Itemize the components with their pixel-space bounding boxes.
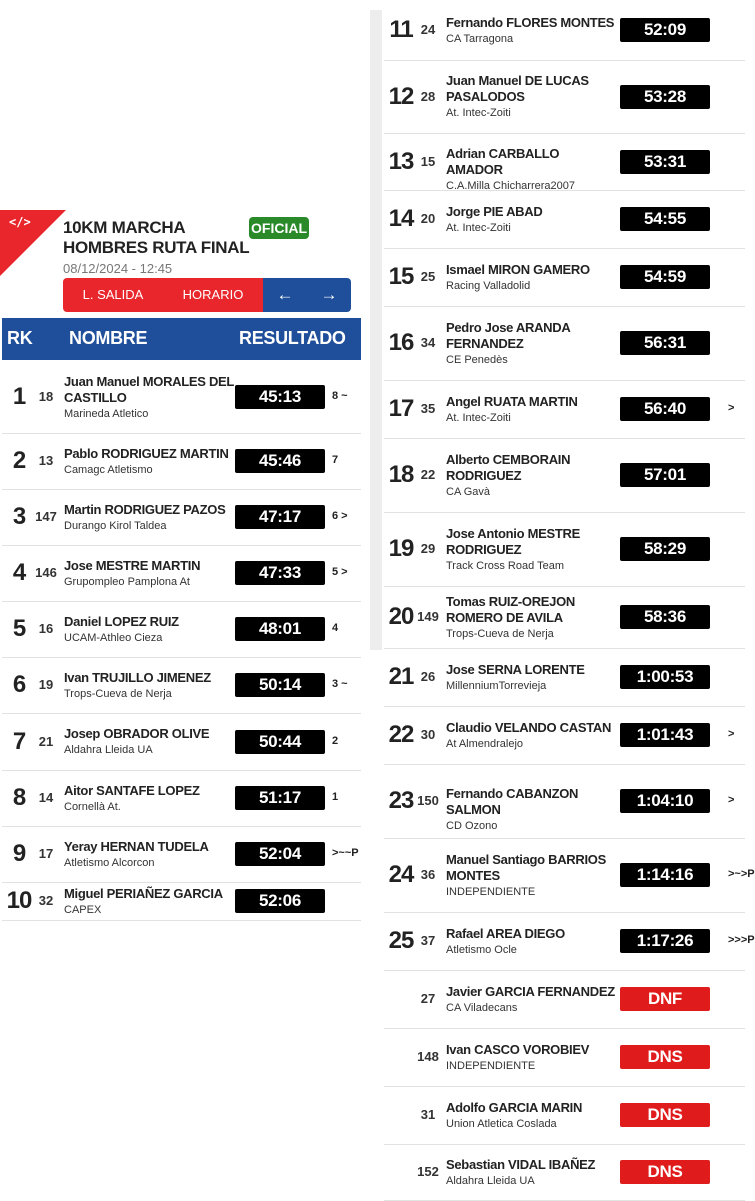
athlete-club: Union Atletica Coslada: [446, 1118, 557, 1130]
athlete-name[interactable]: Daniel LOPEZ RUIZ: [64, 614, 179, 629]
result-row[interactable]: [384, 764, 745, 839]
result-row[interactable]: [384, 1144, 745, 1201]
athlete-info: [446, 1100, 616, 1131]
athlete-name[interactable]: Alberto CEMBORAIN RODRIGUEZ: [446, 452, 571, 483]
athlete-club: UCAM-Athleo Cieza: [64, 632, 163, 644]
athlete-info: [64, 783, 234, 814]
result-time: 50:44: [235, 730, 325, 754]
rank-number: 24: [388, 861, 414, 888]
split-indicator: 5 >: [332, 566, 348, 578]
athlete-club: Trops-Cueva de Nerja: [64, 688, 172, 700]
split-indicator: >~~P: [332, 847, 359, 859]
status-badge: OFICIAL: [249, 217, 309, 239]
athlete-name[interactable]: Rafael AREA DIEGO: [446, 926, 565, 941]
result-row[interactable]: [384, 838, 755, 913]
athlete-info: [64, 614, 234, 645]
athlete-info: [64, 726, 234, 757]
result-time: 1:00:53: [620, 665, 710, 689]
result-time: 54:55: [620, 207, 710, 231]
athlete-info: [446, 320, 616, 367]
athlete-name[interactable]: Fernando CABANZON SALMON: [446, 786, 579, 817]
athlete-name[interactable]: Angel RUATA MARTIN: [446, 394, 578, 409]
result-row[interactable]: [2, 489, 361, 546]
athlete-info: [446, 926, 616, 957]
rank-number: 23: [388, 787, 414, 814]
athlete-name[interactable]: Aitor SANTAFE LOPEZ: [64, 783, 200, 798]
result-row[interactable]: [2, 657, 361, 714]
athlete-name[interactable]: Jose MESTRE MARTIN: [64, 558, 201, 573]
result-row[interactable]: [2, 545, 361, 602]
rank-number: 22: [388, 721, 414, 748]
athlete-club: Atletismo Ocle: [446, 944, 517, 956]
athlete-club: Cornellà At.: [64, 801, 121, 813]
athlete-name[interactable]: Pedro Jose ARANDA FERNANDEZ: [446, 320, 570, 351]
athlete-name[interactable]: Jose Antonio MESTRE RODRIGUEZ: [446, 526, 580, 557]
rank-number: 13: [388, 148, 414, 175]
athlete-club: At. Intec-Zoiti: [446, 412, 511, 424]
result-row[interactable]: [384, 1028, 745, 1087]
divider: [370, 10, 382, 650]
result-time: 58:29: [620, 537, 710, 561]
athlete-info: [446, 146, 616, 193]
result-time: 45:46: [235, 449, 325, 473]
split-indicator: 3 ~: [332, 678, 348, 690]
bib-number: 14: [38, 790, 54, 805]
bib-number: 17: [38, 846, 54, 861]
result-time: 1:14:16: [620, 863, 710, 887]
athlete-info: [446, 720, 616, 751]
rank-number: 1: [12, 383, 26, 410]
athlete-club: Racing Valladolid: [446, 280, 531, 292]
bib-number: 37: [420, 933, 436, 948]
athlete-info: [64, 839, 234, 870]
result-time: 52:04: [235, 842, 325, 866]
bib-number: 32: [38, 893, 54, 908]
bib-number: 13: [38, 453, 54, 468]
athlete-info: [64, 446, 234, 477]
bib-number: 18: [38, 389, 54, 404]
athlete-name[interactable]: Javier GARCIA FERNANDEZ: [446, 984, 615, 999]
athlete-club: At Almendralejo: [446, 738, 524, 750]
bib-number: 28: [420, 89, 436, 104]
athlete-club: C.A.Milla Chicharrera2007: [446, 180, 575, 192]
result-row[interactable]: [384, 438, 745, 513]
athlete-club: CD Ozono: [446, 820, 498, 832]
result-time: DNS: [620, 1160, 710, 1184]
result-time: 1:01:43: [620, 723, 710, 747]
athlete-name[interactable]: Jorge PIE ABAD: [446, 204, 543, 219]
athlete-name[interactable]: Ivan TRUJILLO JIMENEZ: [64, 670, 211, 685]
athlete-club: MillenniumTorrevieja: [446, 680, 547, 692]
athlete-club: CA Tarragona: [446, 33, 514, 45]
athlete-name[interactable]: Pablo RODRIGUEZ MARTIN: [64, 446, 229, 461]
split-indicator: 2: [332, 735, 339, 747]
start-list-button[interactable]: L. SALIDA: [63, 278, 163, 312]
result-row[interactable]: [384, 60, 745, 134]
athlete-info: [446, 786, 616, 833]
result-row[interactable]: [384, 380, 745, 439]
result-time: 53:28: [620, 85, 710, 109]
athlete-name[interactable]: Juan Manuel MORALES DEL CASTILLO: [64, 374, 234, 405]
split-indicator: 4: [332, 622, 339, 634]
athlete-club: INDEPENDIENTE: [446, 1060, 536, 1072]
athlete-info: [446, 1157, 616, 1188]
result-time: 47:17: [235, 505, 325, 529]
athlete-club: Trops-Cueva de Nerja: [446, 628, 554, 640]
result-row[interactable]: [384, 970, 745, 1029]
event-date: 08/12/2024 - 12:45: [63, 261, 173, 276]
athlete-info: [446, 15, 616, 46]
bib-number: 29: [420, 541, 436, 556]
result-row[interactable]: [384, 648, 745, 707]
athlete-name[interactable]: Claudio VELANDO CASTAN: [446, 720, 612, 735]
column-header-rank: RK: [7, 328, 33, 348]
result-row[interactable]: [384, 912, 755, 971]
rank-number: 6: [12, 671, 26, 698]
athlete-club: Durango Kirol Taldea: [64, 520, 167, 532]
bib-number: 148: [417, 1049, 439, 1064]
split-indicator: >>>P: [728, 934, 755, 946]
athlete-info: [64, 886, 234, 917]
athlete-info: [446, 526, 616, 573]
result-time: 52:09: [620, 18, 710, 42]
split-indicator: 8 ~: [332, 390, 348, 402]
result-row[interactable]: [384, 306, 745, 381]
result-row[interactable]: [384, 0, 745, 61]
athlete-info: [64, 374, 234, 421]
athlete-name[interactable]: Sebastian VIDAL IBAÑEZ: [446, 1157, 596, 1172]
athlete-club: Camagc Atletismo: [64, 464, 153, 476]
result-time: DNS: [620, 1045, 710, 1069]
result-time: 54:59: [620, 265, 710, 289]
split-indicator: 6 >: [332, 510, 348, 522]
rank-number: 4: [12, 559, 26, 586]
event-title-line1: 10KM MARCHA: [63, 218, 186, 237]
schedule-button[interactable]: HORARIO: [163, 278, 263, 312]
bib-number: 22: [420, 467, 436, 482]
bib-number: 21: [38, 734, 54, 749]
athlete-club: CA Viladecans: [446, 1002, 518, 1014]
athlete-name[interactable]: Adrian CARBALLO AMADOR: [446, 146, 560, 177]
result-row[interactable]: [384, 512, 745, 587]
result-time: 48:01: [235, 617, 325, 641]
rank-number: 8: [12, 784, 26, 811]
split-indicator: >~>P: [728, 868, 755, 880]
athlete-name[interactable]: Miguel PERIAÑEZ GARCIA: [64, 886, 223, 901]
athlete-name[interactable]: Yeray HERNAN TUDELA: [64, 839, 209, 854]
bib-number: 20: [420, 211, 436, 226]
bib-number: 146: [35, 565, 57, 580]
result-time: 56:31: [620, 331, 710, 355]
rank-number: 18: [388, 461, 414, 488]
athlete-info: [446, 204, 616, 235]
result-row[interactable]: [384, 706, 745, 765]
bib-number: 152: [417, 1164, 439, 1179]
athlete-club: CA Gavà: [446, 486, 491, 498]
split-indicator: >: [728, 728, 735, 740]
result-time: 53:31: [620, 150, 710, 174]
result-time: 52:06: [235, 889, 325, 913]
rank-number: 5: [12, 615, 26, 642]
bib-number: 36: [420, 867, 436, 882]
rank-number: 2: [12, 447, 26, 474]
bib-number: 15: [420, 154, 436, 169]
controls-bar: [63, 278, 351, 312]
result-time: 56:40: [620, 397, 710, 421]
table-header: [2, 318, 361, 360]
athlete-name[interactable]: Josep OBRADOR OLIVE: [64, 726, 210, 741]
bib-number: 16: [38, 621, 54, 636]
athlete-name[interactable]: Fernando FLORES MONTES: [446, 15, 615, 30]
rank-number: 19: [388, 535, 414, 562]
rank-number: 12: [388, 83, 414, 110]
rank-number: 20: [388, 603, 414, 630]
rank-number: 10: [6, 887, 32, 914]
rank-number: 14: [388, 205, 414, 232]
result-time: 47:33: [235, 561, 325, 585]
rank-number: 17: [388, 395, 414, 422]
bib-number: 150: [417, 793, 439, 808]
athlete-name[interactable]: Martin RODRIGUEZ PAZOS: [64, 502, 226, 517]
athlete-info: [64, 502, 234, 533]
event-title-line2: HOMBRES RUTA FINAL: [63, 238, 250, 257]
bib-number: 30: [420, 727, 436, 742]
result-time: 51:17: [235, 786, 325, 810]
athlete-name[interactable]: Manuel Santiago BARRIOS MONTES: [446, 852, 606, 883]
result-time: 1:04:10: [620, 789, 710, 813]
result-time: 57:01: [620, 463, 710, 487]
athlete-club: Aldahra Lleida UA: [446, 1175, 535, 1187]
athlete-club: Marineda Atletico: [64, 408, 149, 420]
athlete-club: CE Penedès: [446, 354, 508, 366]
athlete-name[interactable]: Ismael MIRON GAMERO: [446, 262, 590, 277]
athlete-info: [64, 670, 234, 701]
athlete-club: Aldahra Lleida UA: [64, 744, 153, 756]
athlete-info: [446, 662, 616, 693]
result-row[interactable]: [384, 586, 745, 649]
athlete-name[interactable]: Adolfo GARCIA MARIN: [446, 1100, 583, 1115]
result-time: 58:36: [620, 605, 710, 629]
arrow-right-icon[interactable]: →: [307, 278, 351, 312]
athlete-club: Atletismo Alcorcon: [64, 857, 155, 869]
arrow-left-icon[interactable]: ←: [263, 278, 307, 312]
rank-number: 3: [12, 503, 26, 530]
athlete-club: Track Cross Road Team: [446, 560, 564, 572]
result-time: DNS: [620, 1103, 710, 1127]
rank-number: 25: [388, 927, 414, 954]
athlete-info: [446, 262, 616, 293]
result-time: 1:17:26: [620, 929, 710, 953]
result-time: 45:13: [235, 385, 325, 409]
bib-number: 35: [420, 401, 436, 416]
athlete-info: [446, 452, 616, 499]
athlete-info: [446, 984, 616, 1015]
athlete-club: INDEPENDIENTE: [446, 886, 536, 898]
column-header-name: NOMBRE: [69, 328, 148, 348]
athlete-name[interactable]: Ivan CASCO VOROBIEV: [446, 1042, 590, 1057]
result-row[interactable]: [2, 826, 361, 883]
athlete-club: CAPEX: [64, 904, 102, 916]
athlete-name[interactable]: Jose SERNA LORENTE: [446, 662, 585, 677]
athlete-info: [446, 394, 616, 425]
athlete-name[interactable]: Tomas RUIZ-OREJON ROMERO DE AVILA: [446, 594, 576, 625]
athlete-info: [64, 558, 234, 589]
bib-number: 31: [420, 1107, 436, 1122]
result-row[interactable]: [2, 433, 361, 490]
result-row[interactable]: [2, 361, 361, 434]
bib-number: 147: [35, 509, 57, 524]
bib-number: 27: [420, 991, 436, 1006]
rank-number: 9: [12, 840, 26, 867]
result-row[interactable]: [2, 601, 361, 658]
split-indicator: >: [728, 402, 735, 414]
split-indicator: 1: [332, 791, 339, 803]
bib-number: 19: [38, 677, 54, 692]
athlete-club: Grupompleo Pamplona At: [64, 576, 190, 588]
rank-number: 21: [388, 663, 414, 690]
rank-number: 16: [388, 329, 414, 356]
result-row[interactable]: [384, 248, 745, 307]
result-row[interactable]: [2, 882, 361, 921]
rank-number: 7: [12, 728, 26, 755]
athlete-club: At. Intec-Zoiti: [446, 222, 511, 234]
athlete-info: [446, 1042, 616, 1073]
event-title: [63, 218, 253, 258]
bib-number: 149: [417, 609, 439, 624]
result-time: 50:14: [235, 673, 325, 697]
athlete-info: [446, 594, 616, 641]
athlete-name[interactable]: Juan Manuel DE LUCAS PASALODOS: [446, 73, 589, 104]
result-row[interactable]: [2, 770, 361, 827]
result-row[interactable]: [384, 133, 745, 191]
rank-number: 15: [388, 263, 414, 290]
athlete-club: At. Intec-Zoiti: [446, 107, 511, 119]
rank-number: 11: [389, 16, 413, 43]
result-row[interactable]: [2, 713, 361, 771]
result-row[interactable]: [384, 190, 745, 249]
result-row[interactable]: [384, 1086, 745, 1145]
bib-number: 24: [420, 22, 436, 37]
bib-number: 26: [420, 669, 436, 684]
split-indicator: >: [728, 794, 735, 806]
column-header-result: RESULTADO: [239, 328, 346, 348]
bib-number: 25: [420, 269, 436, 284]
code-icon[interactable]: </>: [9, 215, 31, 229]
bib-number: 34: [420, 335, 436, 350]
split-indicator: 7: [332, 454, 339, 466]
athlete-info: [446, 73, 616, 120]
athlete-info: [446, 852, 616, 899]
result-time: DNF: [620, 987, 710, 1011]
